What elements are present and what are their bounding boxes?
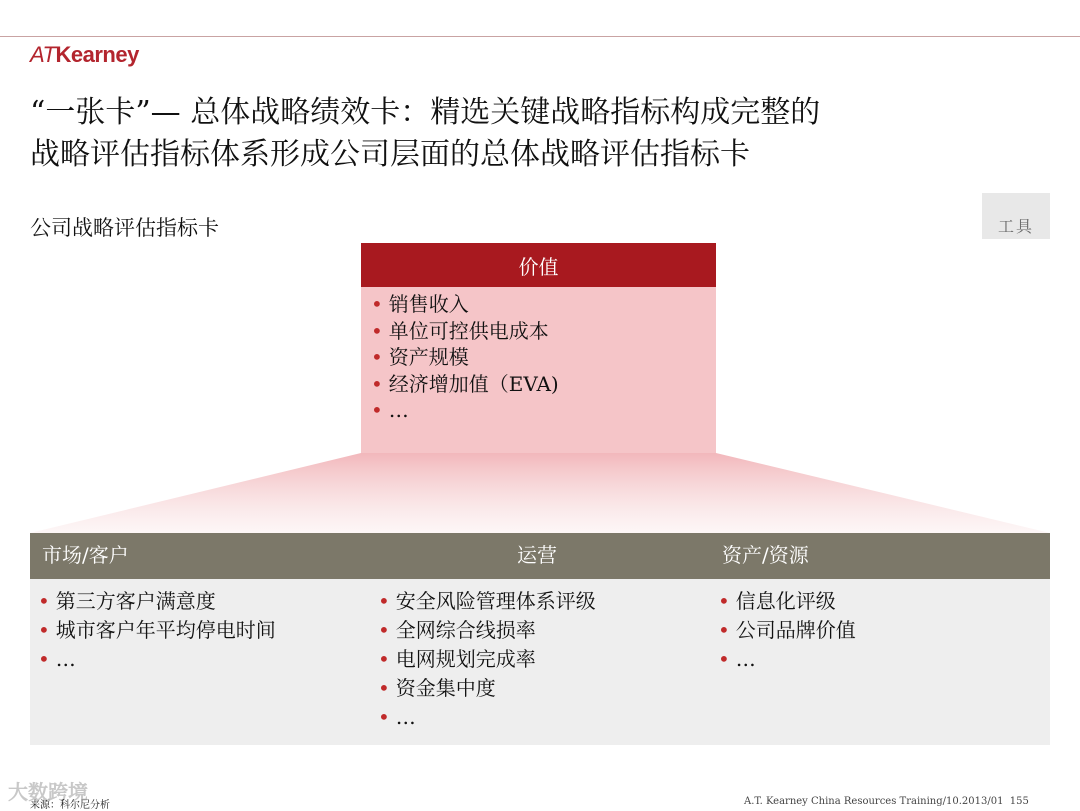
section-subtitle: 公司战略评估指标卡: [30, 216, 219, 240]
bullet-icon: •: [371, 371, 383, 396]
column-operations: [378, 587, 596, 732]
list-item: • 资产规模: [371, 345, 469, 369]
list-item: • 安全风险管理体系评级: [378, 589, 596, 613]
dimensions-panel: [30, 533, 1050, 745]
list-item: • …: [378, 705, 416, 729]
list-item: • 经济增加值（EVA): [371, 371, 559, 396]
list-item: • …: [718, 647, 756, 671]
page-number: 155: [1009, 796, 1029, 807]
bullet-icon: •: [38, 589, 50, 613]
page-title: [30, 92, 1030, 176]
value-card-header: 价值: [361, 243, 716, 287]
list-item: • 第三方客户满意度: [38, 589, 216, 613]
kearney-logo: ATKearney: [30, 42, 139, 67]
list-item: • …: [38, 647, 76, 671]
column-market: [38, 587, 276, 674]
source-note: 来源：科尔尼分析: [30, 800, 110, 811]
title-line-2: 战略评估指标体系形成公司层面的总体战略评估指标卡: [30, 137, 750, 172]
bullet-icon: •: [378, 647, 390, 671]
col-header-market: 市场/客户: [42, 543, 129, 567]
bullet-icon: •: [371, 292, 383, 316]
column-assets: [718, 587, 856, 674]
list-item: • 全网综合线损率: [378, 618, 536, 642]
bullet-icon: •: [378, 705, 390, 729]
footer-text: A.T. Kearney China Resources Training/10.2013/01: [744, 796, 1004, 807]
funnel-connector: [0, 453, 1080, 535]
value-card-list: [361, 287, 716, 424]
title-line-1: “一张卡”— 总体战略绩效卡：精选关键战略指标构成完整的: [30, 95, 821, 130]
bullet-icon: •: [371, 318, 383, 343]
value-card: [361, 243, 716, 453]
top-divider: [0, 36, 1080, 37]
dimensions-header: [30, 533, 1050, 579]
watermark: 大数跨境: [8, 780, 88, 804]
list-item: • 单位可控供电成本: [371, 318, 549, 343]
list-item: • 公司品牌价值: [718, 618, 856, 642]
bullet-icon: •: [718, 618, 730, 642]
footer: [744, 796, 1029, 807]
list-item: • 城市客户年平均停电时间: [38, 618, 276, 642]
list-item: • 信息化评级: [718, 589, 836, 613]
bullet-icon: •: [38, 647, 50, 671]
bullet-icon: •: [38, 618, 50, 642]
tool-tag-label: 工具: [997, 217, 1034, 236]
bullet-icon: •: [371, 398, 383, 422]
bullet-icon: •: [718, 647, 730, 671]
bullet-icon: •: [378, 676, 390, 700]
col-header-assets: 资产/资源: [722, 543, 809, 567]
bullet-icon: •: [378, 618, 390, 642]
list-item: • 资金集中度: [378, 676, 496, 700]
bullet-icon: •: [371, 345, 383, 369]
bullet-icon: •: [718, 589, 730, 613]
list-item: • 销售收入: [371, 292, 469, 316]
bullet-icon: •: [378, 589, 390, 613]
list-item: • 电网规划完成率: [378, 647, 536, 671]
col-header-operations: 运营: [517, 543, 557, 567]
list-item: • …: [371, 398, 409, 422]
tool-tag: [982, 193, 1050, 239]
